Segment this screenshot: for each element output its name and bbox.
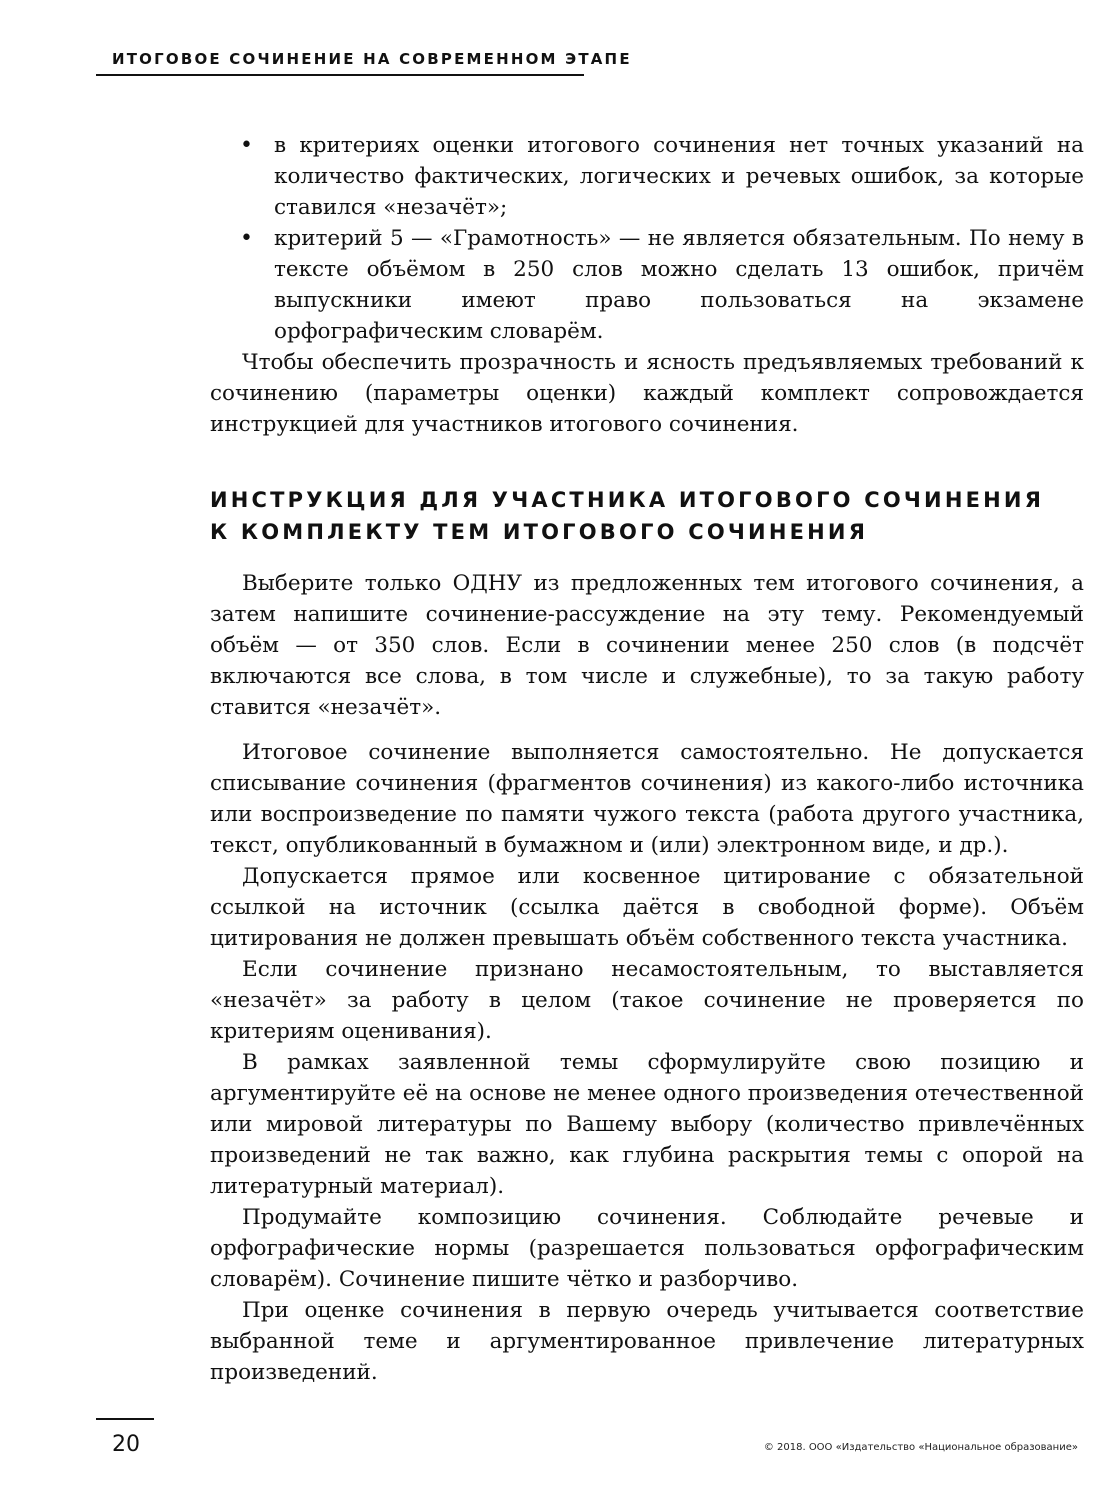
instruction-paragraph: При оценке сочинения в первую очередь учитывается соответствие выбранной теме и аргументированное привлечение литературных произведений. <box>210 1298 1084 1385</box>
intro-paragraph: Чтобы обеспечить прозрачность и ясность предъявляемых требований к сочинению (параметры оценки) каждый комплект сопровождается инструкцией для участников итогового сочинения. <box>210 350 1084 437</box>
page-content <box>210 130 1084 1388</box>
footer-rule <box>96 1418 154 1420</box>
bullet-item <box>210 223 1084 347</box>
section-heading-line: ИНСТРУКЦИЯ ДЛЯ УЧАСТНИКА ИТОГОВОГО СОЧИНЕНИЯ <box>210 488 1045 512</box>
instruction-paragraph: Продумайте композицию сочинения. Соблюдайте речевые и орфографические нормы (разрешается пользоваться орфографическим словарём). Сочинение пишите чётко и разборчиво. <box>210 1205 1084 1292</box>
section-heading-line: К КОМПЛЕКТУ ТЕМ ИТОГОВОГО СОЧИНЕНИЯ <box>210 520 869 544</box>
bullet-text: критерий 5 — «Грамотность» — не является обязательным. По нему в тексте объёмом в 250 слов можно сделать 13 ошибок, причём выпускники имеют право пользоваться на экзамене орфографическим словарём. <box>274 226 1084 344</box>
bullet-item <box>210 130 1084 223</box>
instruction-paragraph: Если сочинение признано несамостоятельным, то выставляется «незачёт» за работу в целом (такое сочинение не проверяется по критериям оценивания). <box>210 957 1084 1044</box>
instruction-paragraph: Допускается прямое или косвенное цитирование с обязательной ссылкой на источник (ссылка даётся в свободной форме). Объём цитирования не должен превышать объём собственного текста участника. <box>210 864 1084 951</box>
header-rule <box>96 74 584 76</box>
page-number: 20 <box>112 1432 140 1457</box>
instruction-paragraph: Итоговое сочинение выполняется самостоятельно. Не допускается списывание сочинения (фрагментов сочинения) из какого-либо источника или воспроизведение по памяти чужого текста (работа другого участника, текст, опубликованный в бумажном и (или) электронном виде, и др.). <box>210 740 1084 858</box>
instruction-paragraph: Выберите только ОДНУ из предложенных тем итогового сочинения, а затем напишите сочинение-рассуждение на эту тему. Рекомендуемый объём — от 350 слов. Если в сочинении менее 250 слов (в подсчёт включаются все слова, в том числе и служебные), то за такую работу ставится «незачёт». <box>210 571 1084 720</box>
bullet-dot-icon: • <box>240 226 253 251</box>
bullet-dot-icon: • <box>240 133 253 158</box>
bullet-text: в критериях оценки итогового сочинения нет точных указаний на количество фактических, логических и речевых ошибок, за которые ставился «незачёт»; <box>274 133 1084 220</box>
section-heading <box>210 484 1084 548</box>
instruction-paragraph: В рамках заявленной темы сформулируйте свою позицию и аргументируйте её на основе не менее одного произведения отечественной или мировой литературы по Вашему выбору (количество привлечённых произведений не так важно, как глубина раскрытия темы с опорой на литературный материал). <box>210 1050 1084 1199</box>
copyright-notice: © 2018. ООО «Издательство «Национальное образование» <box>763 1442 1078 1453</box>
running-title: ИТОГОВОЕ СОЧИНЕНИЕ НА СОВРЕМЕННОМ ЭТАПЕ <box>112 50 632 68</box>
bullet-list <box>210 130 1084 347</box>
